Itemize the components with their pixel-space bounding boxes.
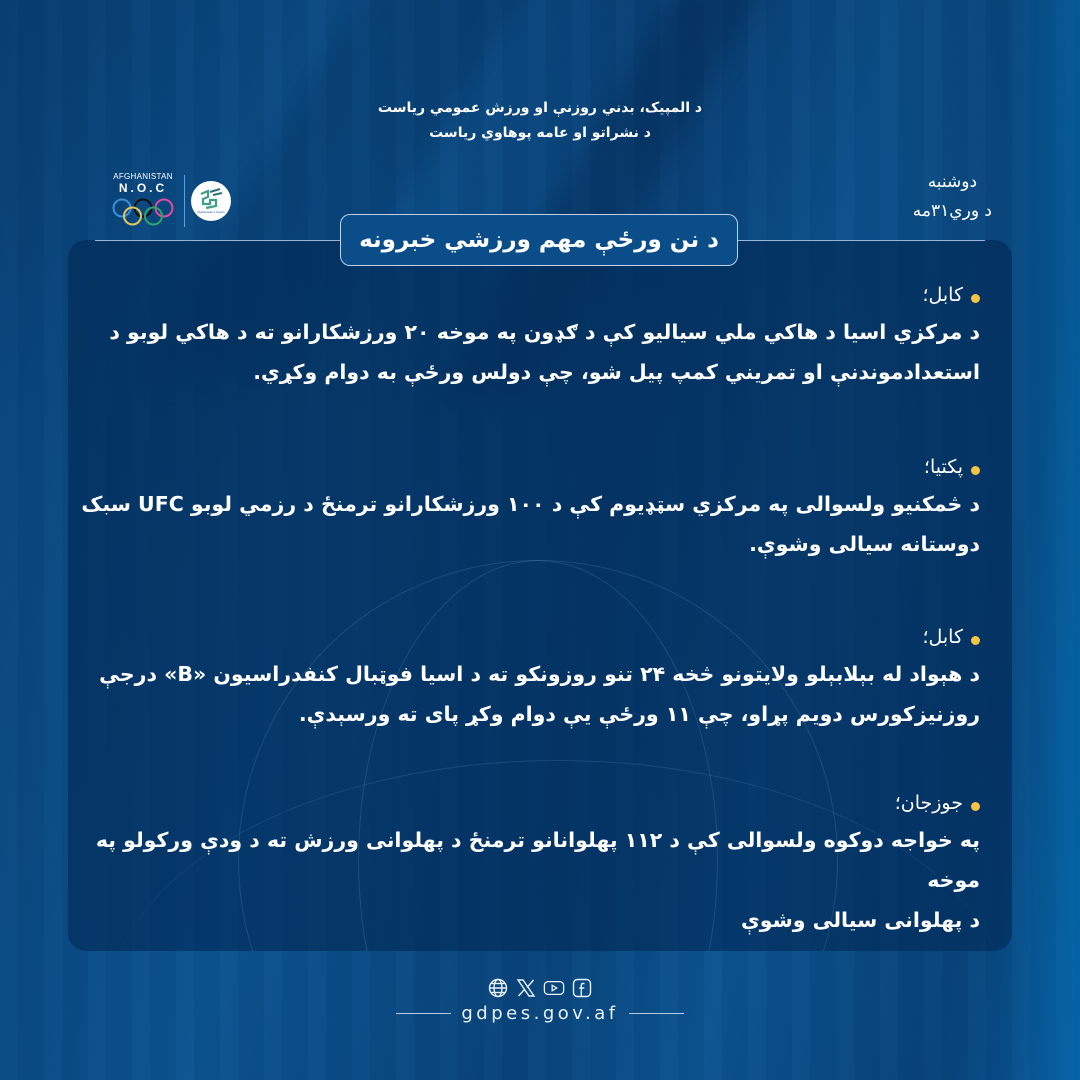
news-body-line: روزنيزکورس دويم پړاو، چې ۱۱ ورځې يې دوام وکړ پای ته ورسېدې.: [298, 702, 980, 726]
website-link[interactable]: gdpes.gov.af: [461, 1003, 619, 1024]
globe-icon[interactable]: [487, 977, 509, 999]
noc-name: N.O.C: [118, 180, 168, 195]
news-body: [60, 820, 980, 940]
news-body: [60, 484, 980, 564]
news-location: [60, 622, 980, 652]
olympic-rings-icon: [110, 197, 176, 227]
news-body: [60, 654, 980, 734]
noc-country: AFGHANISTAN: [113, 171, 173, 181]
page-title-text: د نن ورځې مهم ورزشي خبرونه: [359, 227, 719, 253]
news-body-line: د مرکزي اسيا د هاکي ملي سياليو کې د ګډون په موخه ۲۰ ورزشکارانو ته د هاکي لوبو د: [109, 320, 980, 344]
sports-logo-caption: Afghanistan's Sports: [197, 210, 225, 214]
news-body-line: دوستانه سيالی وشوې.: [749, 532, 980, 556]
logo-divider: [184, 175, 185, 227]
footer-rule: [396, 1013, 451, 1014]
org-name-line-1: د المپیک، بدني روزنې او ورزش عمومي رياست: [377, 100, 703, 116]
news-location-text: پکتيا؛: [923, 456, 963, 478]
news-item: [60, 788, 980, 940]
page-title: [340, 214, 738, 266]
news-item: [60, 452, 980, 564]
news-body-line: د پهلوانی سيالی وشوې: [740, 908, 980, 932]
date-text: د وري۳۱مه: [912, 201, 992, 221]
news-body: [60, 312, 980, 392]
noc-logo: [108, 172, 178, 231]
organization-header: [0, 96, 1080, 146]
news-location-text: کابل؛: [922, 284, 963, 306]
news-location-text: کابل؛: [922, 626, 963, 648]
news-item: [60, 622, 980, 734]
x-icon[interactable]: [515, 977, 537, 999]
weekday: دوشنبه: [927, 172, 978, 192]
logos: [108, 170, 258, 232]
footer-rule: [629, 1013, 684, 1014]
facebook-icon[interactable]: [571, 977, 593, 999]
youtube-icon[interactable]: [543, 977, 565, 999]
date-block: [913, 168, 992, 226]
news-location: [60, 452, 980, 482]
news-body-line: په خواجه دوکوه ولسوالی کې د ۱۱۲ پهلوانانو ترمنځ د پهلوانی ورزش ته د ودې ورکولو په موخه: [95, 828, 980, 892]
news-body-line: د څمکنيو ولسوالی په مرکزي سټډيوم کې د ۱۰۰ ورزشکارانو ترمنځ د رزمي لوبو UFC سبک: [81, 492, 980, 516]
afghanistan-sports-logo: [191, 181, 231, 221]
background-glow: [1000, 0, 1080, 1080]
website-row: [0, 1003, 1080, 1024]
org-name-line-2: د نشراتو او عامه پوهاوي رياست: [429, 125, 651, 141]
bullet-icon: [971, 802, 980, 811]
footer: [0, 975, 1080, 1024]
bullet-icon: [971, 294, 980, 303]
bullet-icon: [971, 636, 980, 645]
news-location: [60, 280, 980, 310]
sports-emblem-icon: [198, 188, 224, 210]
news-location: [60, 788, 980, 818]
news-location-text: جوزجان؛: [894, 792, 963, 814]
social-icons: [0, 975, 1080, 1001]
news-body-line: د هېواد له بېلابېلو ولايتونو څخه ۲۴ تنو روزونکو ته د اسيا فوټبال کنفدراسيون «B» درجې: [99, 662, 980, 686]
bullet-icon: [971, 466, 980, 475]
news-body-line: استعدادموندنې او تمريني کمپ پيل شو، چې دولس ورځې به دوام وکړي.: [253, 360, 980, 384]
news-item: [60, 280, 980, 392]
